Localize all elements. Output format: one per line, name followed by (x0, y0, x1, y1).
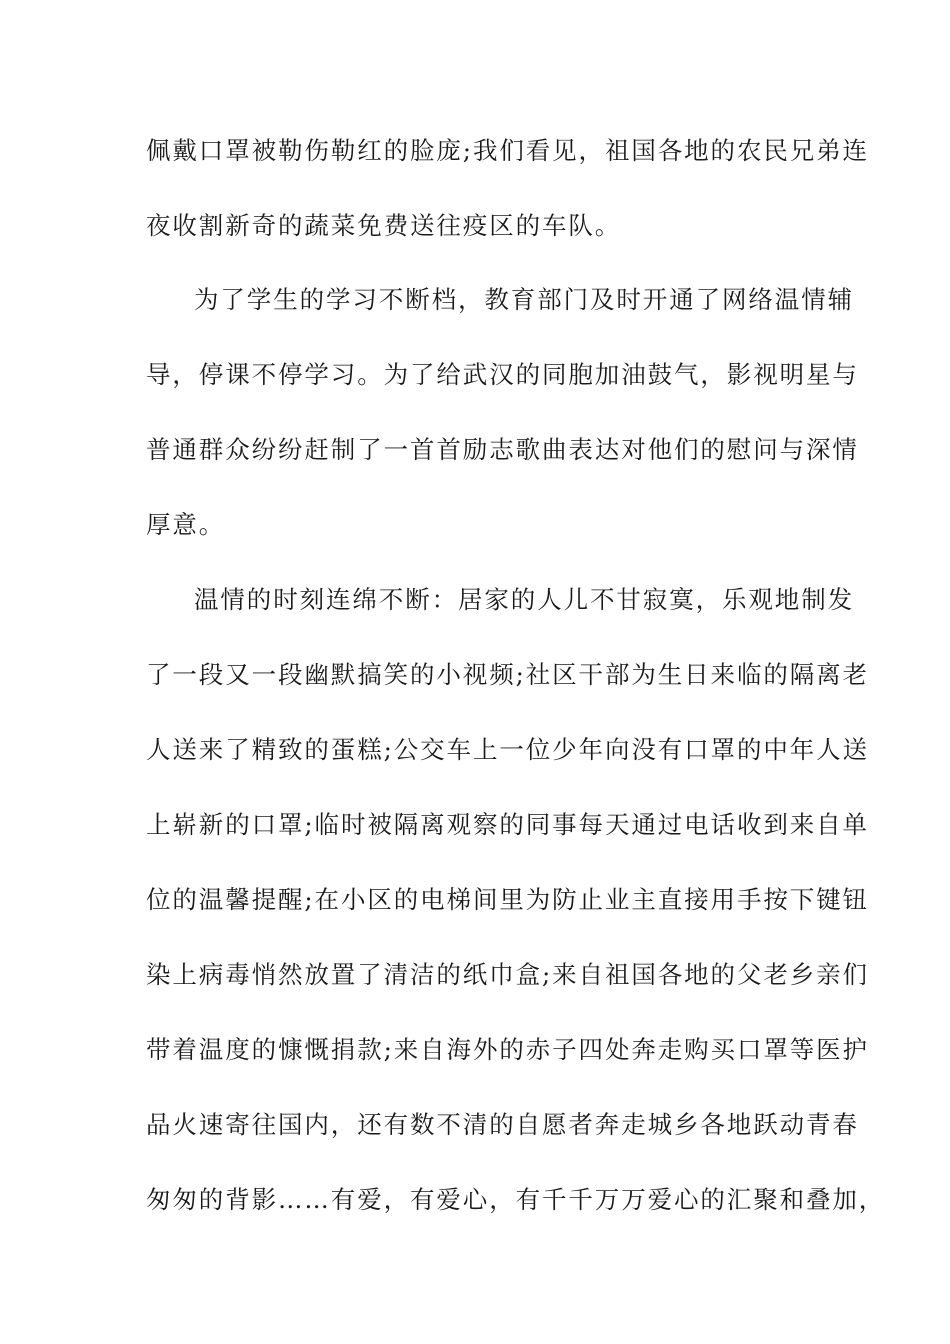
paragraph-start-line: 为了学生的学习不断档，教育部门及时开通了网络温情辅 (194, 285, 854, 314)
text-line: 上崭新的口罩;临时被隔离观察的同事每天通过电话收到来自单 (146, 810, 869, 839)
text-line: 匆匆的背影……有爱，有爱心，有千千万万爱心的汇聚和叠加， (146, 1185, 886, 1214)
text-line: 位的温馨提醒;在小区的电梯间里为防止业主直接用手按下键钮 (146, 885, 869, 914)
text-line: 带着温度的慷慨捐款;来自海外的赤子四处奔走购买口罩等医护 (146, 1035, 869, 1064)
text-line: 品火速寄往国内，还有数不清的自愿者奔走城乡各地跃动青春 (146, 1110, 859, 1139)
text-line: 染上病毒悄然放置了清洁的纸巾盒;来自祖国各地的父老乡亲们 (146, 960, 869, 989)
text-line: 人送来了精致的蛋糕;公交车上一位少年向没有口罩的中年人送 (146, 735, 869, 764)
text-line: 夜收割新奇的蔬菜免费送往疫区的车队。 (146, 211, 622, 240)
text-line: 了一段又一段幽默搞笑的小视频;社区干部为生日来临的隔离老 (146, 660, 869, 689)
paragraph-start-line: 温情的时刻连绵不断：居家的人儿不甘寂寞，乐观地制发 (194, 585, 854, 614)
text-line: 厚意。 (146, 510, 226, 539)
text-line: 普通群众纷纷赶制了一首首励志歌曲表达对他们的慰问与深情 (146, 435, 859, 464)
text-line: 佩戴口罩被勒伤勒红的脸庞;我们看见，祖国各地的农民兄弟连 (146, 136, 869, 165)
text-line: 导，停课不停学习。为了给武汉的同胞加油鼓气，影视明星与 (146, 360, 859, 389)
